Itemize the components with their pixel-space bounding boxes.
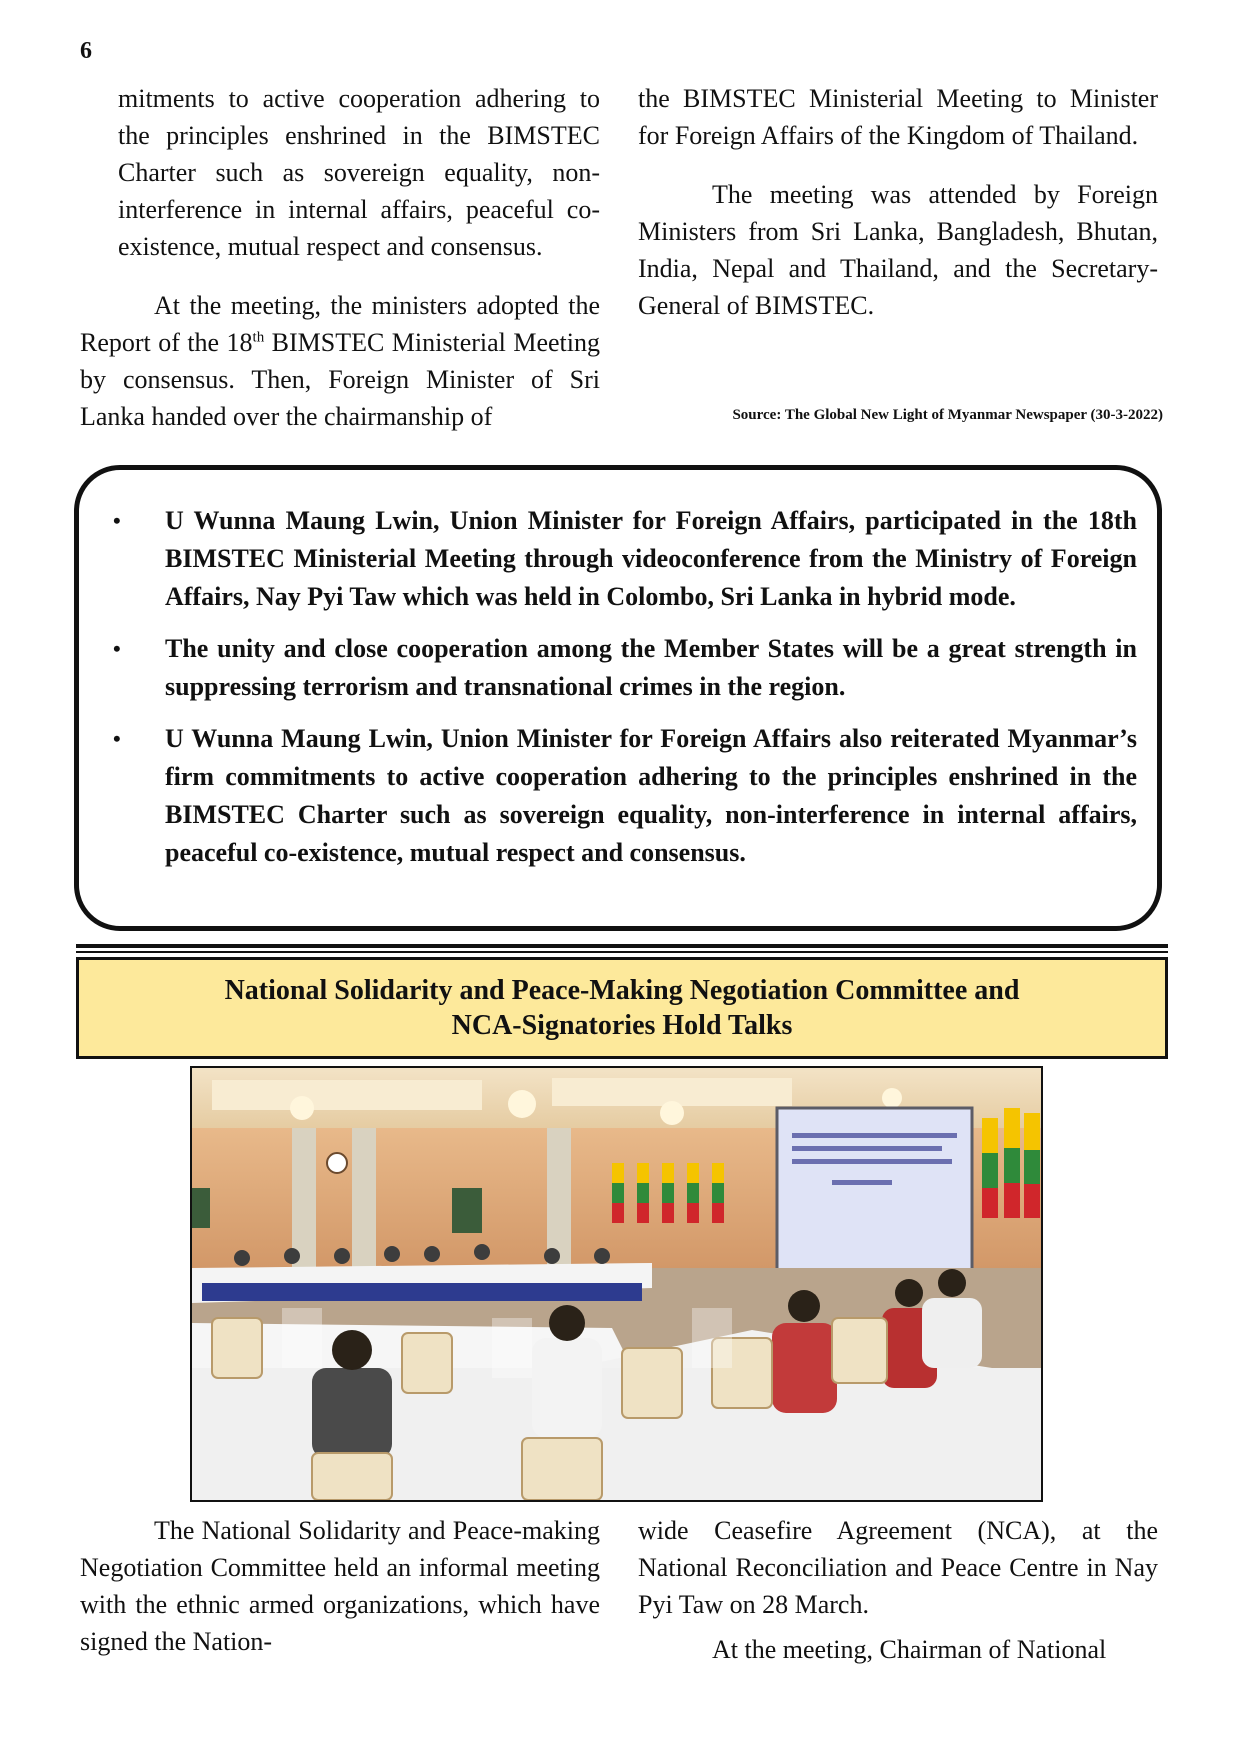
committee-paragraph: The National Solidarity and Peace-making Negotiation Committee held an informal meeting with the ethnic armed organizations, which have signed the Nation- — [80, 1516, 600, 1656]
highlight-item — [105, 502, 1137, 616]
meeting-paragraph — [80, 287, 600, 435]
section-divider — [76, 944, 1168, 948]
bottom-left-column — [80, 1512, 600, 1660]
section-title-box — [76, 957, 1168, 1059]
bottom-right-column — [638, 1512, 1158, 1668]
top-left-column — [80, 80, 600, 435]
highlight-item — [105, 630, 1137, 706]
highlight-item — [105, 720, 1137, 872]
attendance-paragraph: The meeting was attended by Foreign Ministers from Sri Lanka, Bangladesh, Bhutan, India, Nepal and Thailand, and the Secretary-General of BIMSTEC. — [638, 180, 1158, 320]
meeting-room-photo — [190, 1066, 1043, 1502]
section-title — [225, 973, 1020, 1043]
highlights-list — [105, 502, 1137, 886]
flag-group-right — [982, 1108, 1040, 1218]
bullet-icon: • — [113, 636, 121, 661]
page-number: 6 — [80, 38, 92, 64]
top-right-column — [638, 80, 1158, 324]
highlight-text: The unity and close cooperation among the Member States will be a great strength in suppressing terrorism and transnational crimes in the region. — [165, 634, 1137, 701]
section-title-line-1: National Solidarity and Peace-Making Negotiation Committee and — [224, 975, 1020, 1006]
highlights-box — [74, 465, 1162, 931]
section-title-line-2: NCA-Signatories Hold Talks — [451, 1010, 793, 1041]
chairmanship-paragraph: the BIMSTEC Ministerial Meeting to Minister for Foreign Affairs of the Kingdom of Thailand. — [638, 84, 1158, 150]
continued-paragraph: mitments to active cooperation adhering to the principles enshrined in the BIMSTEC Charter such as sovereign equality, non-interference in internal affairs, peaceful co-existence, mutual respect and consensus. — [118, 84, 600, 261]
nca-paragraph: wide Ceasefire Agreement (NCA), at the National Reconciliation and Peace Centre in Nay Pyi Taw on 28 March. — [638, 1516, 1158, 1619]
highlight-text: U Wunna Maung Lwin, Union Minister for Foreign Affairs, participated in the 18th BIMSTEC Ministerial Meeting through videoconference from the Ministry of Foreign Affairs, Nay Pyi Taw which was held in Colombo, Sri Lanka in hybrid mode. — [165, 506, 1137, 611]
section-divider-thin — [76, 951, 1168, 953]
bullet-icon: • — [113, 508, 121, 533]
source-credit: Source: The Global New Light of Myanmar Newspaper (30-3-2022) — [732, 407, 1163, 423]
ordinal-superscript: th — [252, 329, 265, 346]
chairman-paragraph: At the meeting, Chairman of National — [712, 1635, 1107, 1664]
bullet-icon: • — [113, 726, 121, 751]
meeting-paragraph-text-2: BIMSTEC Ministerial Meeting by consensus. Then, Foreign Minister of Sri Lanka handed over the chairmanship of — [80, 328, 600, 431]
highlight-text: U Wunna Maung Lwin, Union Minister for Foreign Affairs also reiterated Myanmar’s firm commitments to active cooperation adhering to the principles enshrined in the BIMSTEC Charter such as sovereign equality, non-interference in internal affairs, peaceful co-existence, mutual respect and consensus. — [165, 724, 1137, 867]
meeting-paragraph-text-1: At the meeting, the ministers adopted the Report of the 18 — [80, 291, 600, 357]
